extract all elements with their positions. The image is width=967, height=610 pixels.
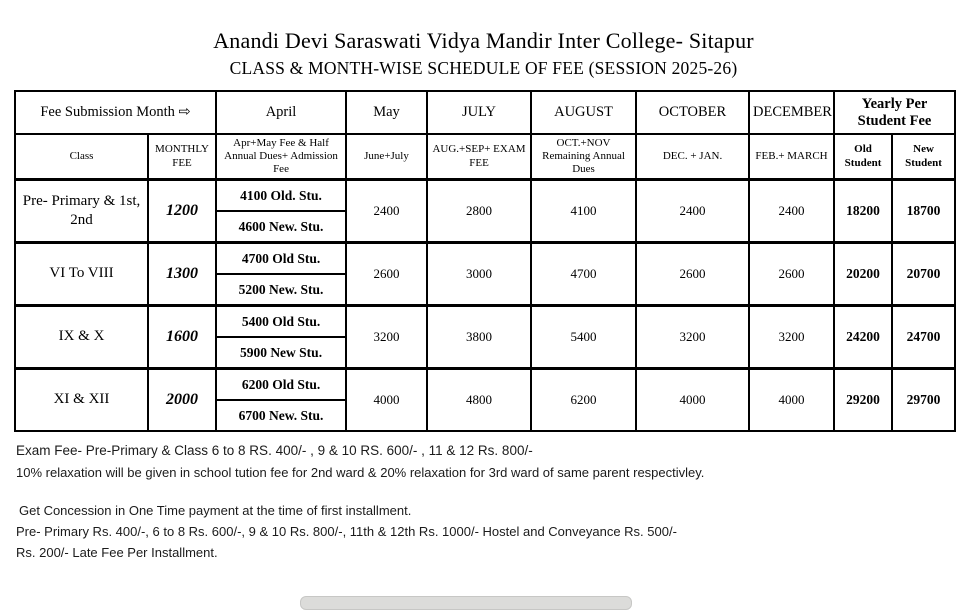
cell-april-new-student: 6700 New. Stu. [216,400,346,431]
cell-july: 2800 [427,180,531,243]
cell-july: 3800 [427,306,531,369]
cell-may: 4000 [346,369,427,432]
header-new-student: New Student [892,134,955,180]
cell-august: 4700 [531,243,636,306]
document-header [0,28,967,79]
cell-may: 2600 [346,243,427,306]
cell-yearly-old: 24200 [834,306,892,369]
cell-yearly-old: 20200 [834,243,892,306]
table-row [15,369,955,401]
table-row [15,243,955,275]
note-late-fee: Rs. 200/- Late Fee Per Installment. [16,545,218,560]
note-concession-block [16,500,946,563]
page-subtitle: CLASS & MONTH-WISE SCHEDULE OF FEE (SESSION 2025-26) [229,58,738,78]
header-october: OCTOBER [636,91,749,134]
note-relaxation: 10% relaxation will be given in school tution fee for 2nd ward & 20% relaxation for 3rd ward of same parent respectivley. [16,465,705,480]
table-row [15,180,955,212]
cell-april-old-student: 4700 Old Stu. [216,243,346,275]
cell-may: 2400 [346,180,427,243]
header-june-july: June+July [346,134,427,180]
cell-july: 4800 [427,369,531,432]
cell-december: 2400 [749,180,834,243]
cell-class: Pre- Primary & 1st, 2nd [15,180,148,243]
header-april: April [216,91,346,134]
cell-yearly-old: 29200 [834,369,892,432]
note-exam-fee: Exam Fee- Pre-Primary & Class 6 to 8 RS. 400/- , 9 & 10 RS. 600/- , 11 & 12 Rs. 800/- [16,443,533,458]
header-december: DECEMBER [749,91,834,134]
header-fee-submission-label: Fee Submission Month [40,104,175,120]
cell-yearly-new: 20700 [892,243,955,306]
header-may: May [346,91,427,134]
right-arrow-icon: ⇨ [178,104,191,120]
cell-december: 4000 [749,369,834,432]
cell-monthly-fee: 2000 [148,369,216,432]
cell-october: 2400 [636,180,749,243]
cell-yearly-new: 24700 [892,306,955,369]
note-concession: Get Concession in One Time payment at the time of first installment. [19,503,412,518]
cell-monthly-fee: 1200 [148,180,216,243]
header-oct-nov-dues: OCT.+NOV Remaining Annual Dues [531,134,636,180]
header-class: Class [15,134,148,180]
cell-july: 3000 [427,243,531,306]
header-yearly-per-student-fee: Yearly Per Student Fee [834,91,955,134]
cell-october: 3200 [636,306,749,369]
page-title: Anandi Devi Saraswati Vidya Mandir Inter College- Sitapur [213,28,754,53]
header-fee-submission-month [15,91,216,134]
cell-december: 3200 [749,306,834,369]
cell-october: 2600 [636,243,749,306]
header-aug-sep-exam-fee: AUG.+SEP+ EXAM FEE [427,134,531,180]
header-old-student: Old Student [834,134,892,180]
cell-august: 6200 [531,369,636,432]
header-feb-march: FEB.+ MARCH [749,134,834,180]
header-july: JULY [427,91,531,134]
fee-schedule-table [14,90,956,432]
cell-class: VI To VIII [15,243,148,306]
horizontal-scrollbar-thumb[interactable] [300,596,632,610]
cell-october: 4000 [636,369,749,432]
cell-monthly-fee: 1300 [148,243,216,306]
cell-class: XI & XII [15,369,148,432]
cell-may: 3200 [346,306,427,369]
table-row [15,306,955,338]
header-august: AUGUST [531,91,636,134]
cell-april-new-student: 5200 New. Stu. [216,274,346,306]
cell-april-old-student: 6200 Old Stu. [216,369,346,401]
cell-august: 4100 [531,180,636,243]
footer-notes [16,440,946,563]
cell-monthly-fee: 1600 [148,306,216,369]
header-april-detail: Apr+May Fee & Half Annual Dues+ Admission Fee [216,134,346,180]
cell-class: IX & X [15,306,148,369]
cell-april-new-student: 5900 New Stu. [216,337,346,369]
cell-april-new-student: 4600 New. Stu. [216,211,346,243]
cell-april-old-student: 5400 Old Stu. [216,306,346,338]
cell-december: 2600 [749,243,834,306]
cell-yearly-old: 18200 [834,180,892,243]
cell-april-old-student: 4100 Old. Stu. [216,180,346,212]
cell-yearly-new: 18700 [892,180,955,243]
note-installment-fees: Pre- Primary Rs. 400/-, 6 to 8 Rs. 600/-, 9 & 10 Rs. 800/-, 11th & 12th Rs. 1000/- Hostel and Conveyance Rs. 500/- [16,524,677,539]
cell-august: 5400 [531,306,636,369]
cell-yearly-new: 29700 [892,369,955,432]
header-dec-jan: DEC. + JAN. [636,134,749,180]
header-monthly-fee: MONTHLY FEE [148,134,216,180]
